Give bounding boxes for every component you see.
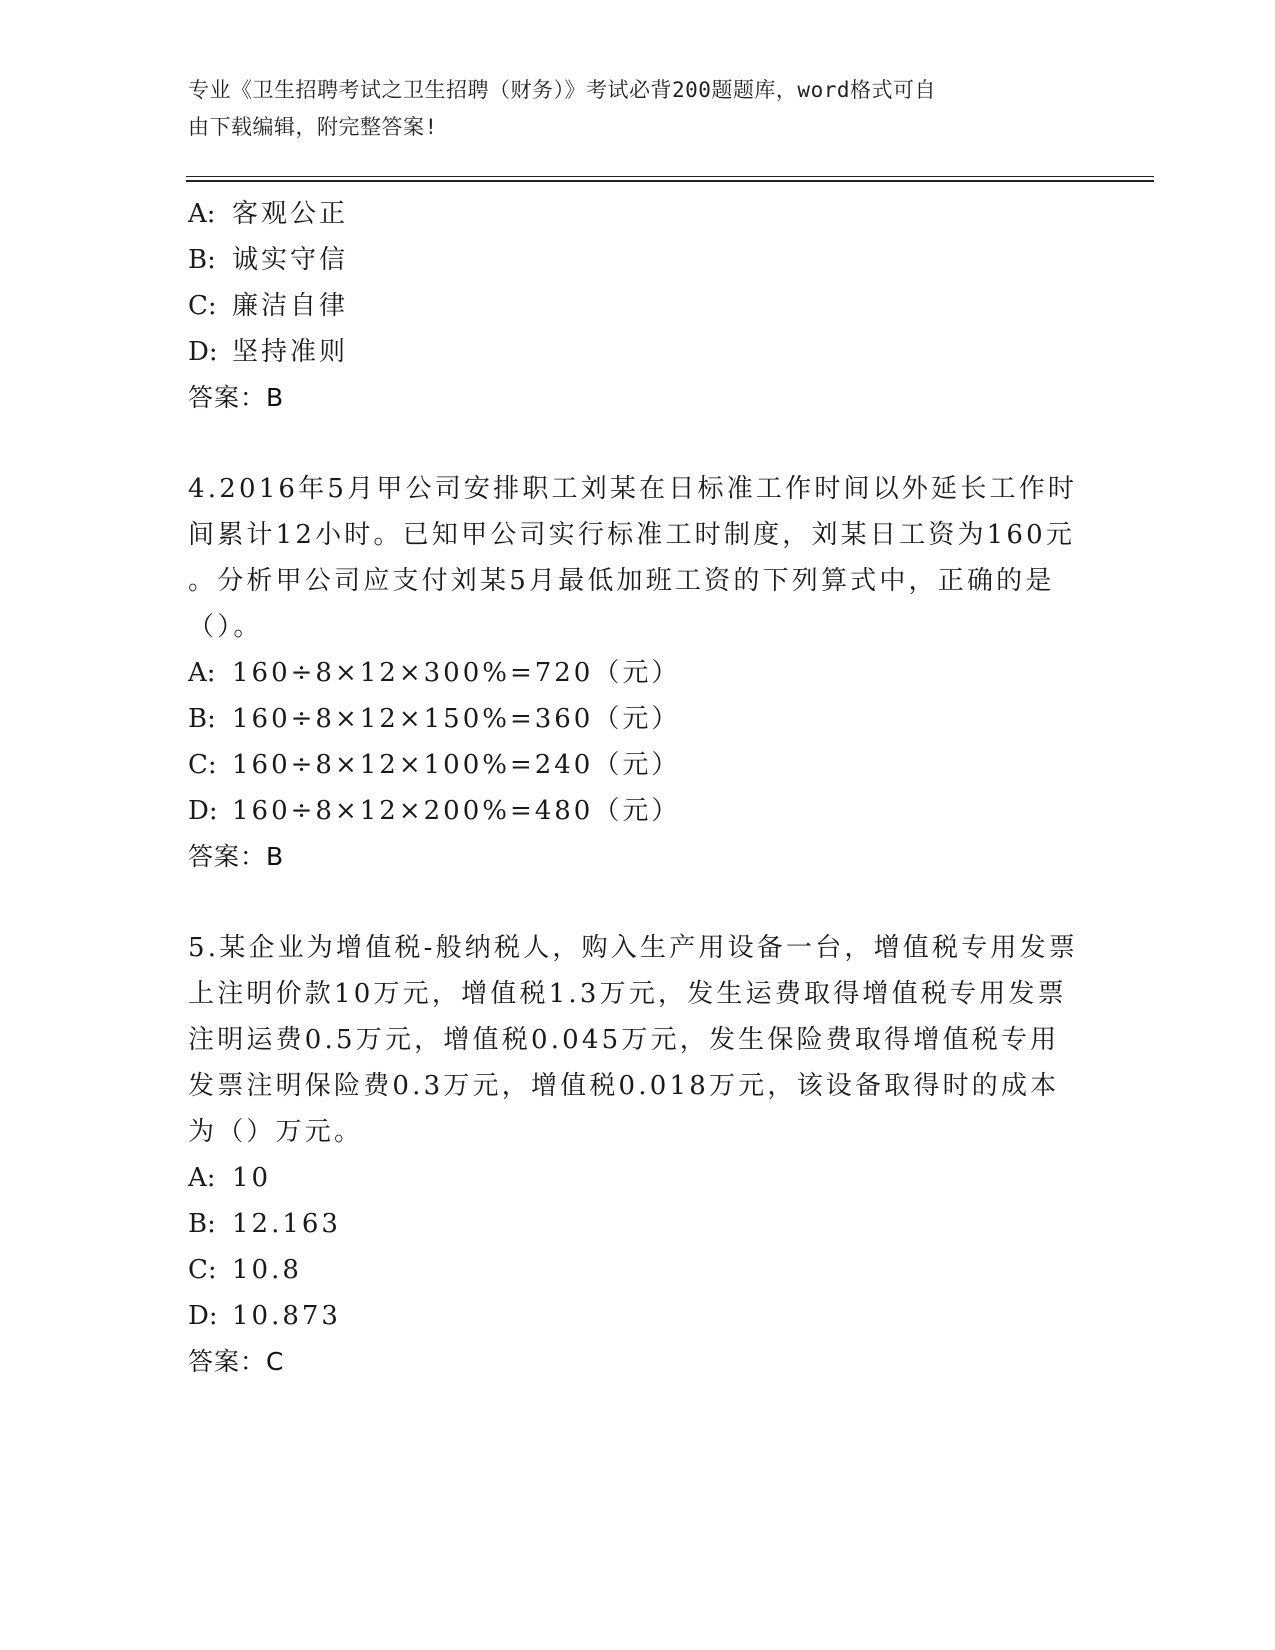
document-header — [188, 72, 1068, 146]
option-d — [188, 1293, 1088, 1339]
stem-line: 上注明价款10万元，增值税1.3万元，发生运费取得增值税专用发票 — [188, 979, 1067, 1009]
option-c — [188, 1247, 1088, 1293]
answer-line: 答案：C — [188, 1347, 285, 1376]
option-a — [188, 650, 1088, 696]
option-label: D: — [188, 1301, 218, 1331]
option-label: A: — [188, 1163, 216, 1193]
option-text: 160÷8×12×100%=240（元） — [232, 750, 681, 780]
option-label: B: — [188, 704, 216, 734]
option-label: B: — [188, 1209, 216, 1239]
header-divider-thin — [186, 176, 1154, 177]
spacer — [188, 880, 1088, 925]
option-text: 160÷8×12×200%=480（元） — [232, 796, 681, 826]
header-line-1: 专业《卫生招聘考试之卫生招聘（财务）》考试必背200题题库，word格式可自 — [188, 78, 936, 102]
option-text: 10 — [232, 1163, 272, 1193]
answer-line: 答案：B — [188, 842, 285, 871]
question-4 — [188, 466, 1088, 880]
option-text: 客观公正 — [232, 199, 349, 229]
option-b — [188, 1201, 1088, 1247]
option-label: A: — [188, 199, 216, 229]
spacer — [188, 421, 1088, 466]
stem-line: 为（）万元。 — [188, 1117, 364, 1147]
option-c — [188, 742, 1088, 788]
stem-line: 。分析甲公司应支付刘某5月最低加班工资的下列算式中，正确的是 — [188, 566, 1055, 596]
option-d — [188, 329, 1088, 375]
option-label: D: — [188, 337, 218, 367]
document-body — [188, 191, 1088, 1385]
option-text: 12.163 — [232, 1209, 341, 1239]
header-line-2: 由下载编辑，附完整答案! — [188, 115, 438, 139]
option-a — [188, 1155, 1088, 1201]
header-divider-thick — [186, 180, 1154, 182]
option-c — [188, 283, 1088, 329]
option-label: A: — [188, 658, 216, 688]
stem-line: 间累计12小时。已知甲公司实行标准工时制度，刘某日工资为160元 — [188, 520, 1076, 550]
option-text: 160÷8×12×300%=720（元） — [232, 658, 681, 688]
stem-line: 发票注明保险费0.3万元，增值税0.018万元，该设备取得时的成本 — [188, 1071, 1060, 1101]
stem-line: （）。 — [188, 612, 263, 642]
option-a — [188, 191, 1088, 237]
question-3 — [188, 191, 1088, 421]
question-5 — [188, 925, 1088, 1385]
option-label: C: — [188, 750, 217, 780]
option-text: 廉洁自律 — [232, 291, 349, 321]
option-text: 坚持准则 — [232, 337, 349, 367]
option-b — [188, 696, 1088, 742]
option-text: 160÷8×12×150%=360（元） — [232, 704, 681, 734]
answer-line: 答案：B — [188, 383, 285, 412]
stem-line: 注明运费0.5万元，增值税0.045万元，发生保险费取得增值税专用 — [188, 1025, 1060, 1055]
option-label: B: — [188, 245, 216, 275]
option-b — [188, 237, 1088, 283]
option-text: 10.8 — [232, 1255, 302, 1285]
option-text: 10.873 — [232, 1301, 341, 1331]
stem-line: 4.2016年5月甲公司安排职工刘某在日标准工作时间以外延长工作时 — [188, 474, 1078, 504]
option-label: C: — [188, 291, 217, 321]
option-label: D: — [188, 796, 218, 826]
stem-line: 5.某企业为增值税-般纳税人，购入生产用设备一台，增值税专用发票 — [188, 933, 1078, 963]
option-d — [188, 788, 1088, 834]
question-stem — [188, 466, 1088, 650]
question-stem — [188, 925, 1088, 1155]
option-text: 诚实守信 — [232, 245, 349, 275]
option-label: C: — [188, 1255, 217, 1285]
